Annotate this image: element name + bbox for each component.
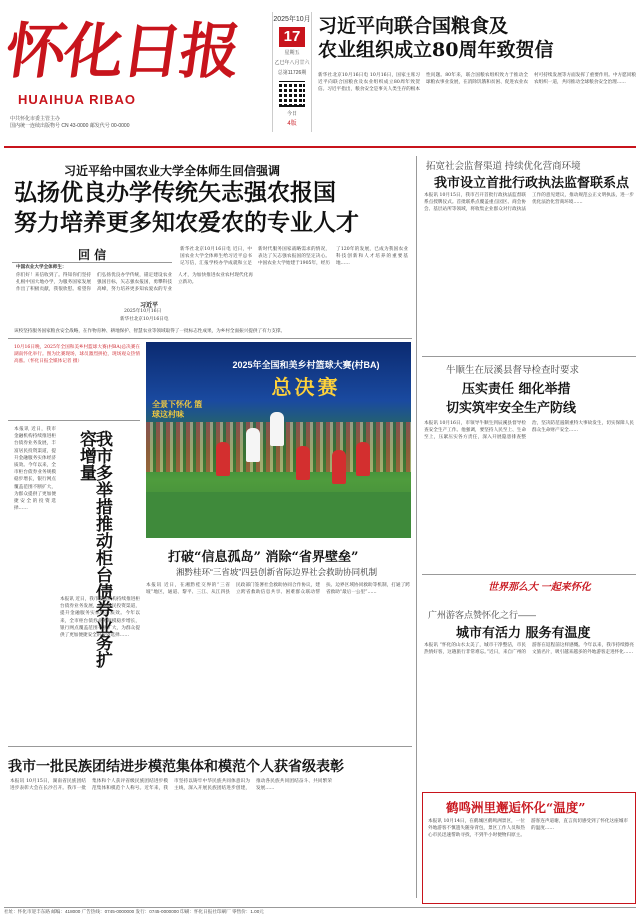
letter-text: 你们好！来信收到了。得知你们坚持扎根中国大地办学，为服务国家发展作出了积极贡献，我很欣慰。希望你们弘扬优良办学传统，锚定建设农业强国目标，矢志强农报国，勇攀科技高峰，努力培养更多知农爱农的专业人才，为加快推进农业农村现代化再立新功。 [16, 273, 253, 293]
main-body: 新华社北京10月16日电 近日，中国农业大学全体师生给习近平总书记写信，汇报学校办学成就和立足新时代服务国家战略需求的情况，表达了矢志强农报国的坚定决心。中国农业大学始建于1905年，经历了120年的发展，已成为我国农业科技创新和人才培养的重要基地…… [180, 247, 408, 267]
main-body-b: 该校坚持服务国家粮食安全战略，在作物育种、耕地保护、智慧农业等领域取得了一批标志性成果，为乡村全面振兴提供了有力支撑。 [14, 329, 286, 334]
lead-headline[interactable] [318, 14, 636, 62]
lead-body: 新华社北京10月16日电 10月16日，国家主席习近平向联合国粮食及农业组织成立80周年致贺信。习近平指出，粮食安全是事关人类生存的根本性问题。80年来，联合国粮农组织致力于推动全球粮农事业发展，在消除饥饿和贫困、促进农业农村可持续发展等方面发挥了重要作用。中方愿同粮农组织一道，共同推动全球粮食安全治理…… [318, 73, 636, 93]
photo-caption: 10月16日晚，2025年全国和美乡村篮球大赛(村BA)总决赛在湖南怀化举行。图为比赛现场，球员激烈拼抢，现场观众热情高涨。（怀化日报全媒体记者 摄） [14, 345, 140, 365]
letter-signer: 习近平 [140, 302, 159, 309]
left-column-title[interactable]: 我市多举措推动柜台债券业务扩容增量 [76, 430, 112, 668]
right-low-body: 本报讯 “怀化的山水太美了，城市干净整洁，市民热情好客，这趟旅行非常难忘。”近日，来自广州的游客在返程前这样感慨。今年以来，我市持续擦亮文旅名片，吸引越来越多的外地游客走进怀化…… [424, 643, 634, 656]
publisher-line: 中共怀化市委主管主办 [10, 116, 61, 122]
right-mid-title-line1[interactable]: 压实责任 细化举措 [462, 382, 571, 397]
left-column-body-b: 本报讯 近日，我市金融机构持续推进柜台债券业务发展，丰富居民投资渠道，提升金融服务实体经济质效。今年以来，全市柜台债券业务规模稳步增长，银行网点覆盖范围不断扩大，为群众提供了更加便捷安全的投资选择…… [60, 597, 140, 639]
right-top-title[interactable]: 我市设立首批行政执法监督联系点 [434, 176, 630, 191]
publisher-info [10, 116, 272, 130]
letter-source: 新华社北京10月16日电 [120, 317, 169, 322]
aid-kicker[interactable]: 打破“信息孤岛” 消除“省界壁垒” [168, 550, 359, 565]
footer-info: 社址：怀化市迎丰东路 邮编：418000 广告热线：0745-0000000 发行：0745-0000000 印刷：怀化日报社印刷厂 零售价：1.00元 [4, 909, 264, 914]
tourism-slogan: 世界那么大 一起来怀化 [488, 582, 591, 593]
today-label: 今日 [286, 111, 297, 117]
issue-number: 总第11726期 [277, 70, 307, 76]
player-red [296, 446, 310, 480]
weekday: 星期五 [284, 50, 300, 56]
newspaper-pinyin: HUAIHUA RIBAO [18, 92, 136, 107]
basketball-photo[interactable] [146, 342, 411, 538]
aid-subtitle: 湘黔桂环“三省坡”四县创新省际边界社会救助协同机制 [176, 567, 378, 577]
letter-heading: 回 信 [78, 248, 107, 262]
lead-title-line1: 习近平向联合国粮食及 [318, 15, 509, 37]
player-red [356, 442, 370, 476]
date-box [272, 12, 312, 132]
banner-top: 2025年全国和美乡村篮球大赛(村BA) [232, 360, 380, 370]
player-white [246, 428, 260, 462]
photo-banner [206, 358, 406, 408]
letter-date: 2025年10月16日 [124, 309, 162, 314]
bottom-title[interactable]: 我市一批民族团结进步模范集体和模范个人获省级表彰 [8, 759, 344, 775]
banner-main: 总决赛 [271, 377, 341, 399]
aid-body: 本报讯 近日，在湘黔桂交界的“三省坡”地区，通道、黎平、三江、从江四县民政部门签署社会救助协同合作协议，建立跨省救助信息共享、困难群众联动帮扶、边界区域协同救助等机制，打通了跨省救助“最后一公里”…… [146, 583, 410, 596]
right-low-title[interactable]: 城市有活力 服务有温度 [456, 626, 591, 641]
lead-title-line2: 农业组织成立80周年致贺信 [318, 39, 554, 61]
right-low-kicker: 广州游客点赞怀化之行—— [428, 610, 537, 620]
player-red [216, 442, 230, 476]
date-line: 2025年10月 [273, 16, 311, 23]
photo-side-banner: 全景下怀化 篮球这村味 [152, 400, 203, 419]
right-mid-body: 本报讯 10月16日，市领导牛顺生到辰溪县督导检查安全生产工作。他强调，要坚持人民至上、生命至上，压紧压实各方责任，深入开展隐患排查整治，坚决防范遏制重特大事故发生，切实保障人民群众生命财产安全…… [424, 421, 634, 441]
right-mid-kicker: 牛顺生在辰溪县督导检查时要求 [446, 365, 580, 376]
main-title-line2[interactable]: 努力培养更多知农爱农的专业人才 [14, 209, 359, 236]
right-top-body: 本报讯 10月15日，我市召开首批行政执法监督联系点授牌仪式。首批联系点覆盖重点园区、商会协会、基层站所等领域，将收集企业群众对行政执法工作的意见建议，推动规范公正文明执法，进一步优化法治化营商环境…… [424, 193, 634, 213]
player-red [332, 450, 346, 484]
main-kicker: 习近平给中国农业大学全体师生回信强调 [64, 164, 281, 178]
registration-line: 国内统一连续出版物号 CN 43-0000 邮发代号 00-0000 [10, 123, 130, 129]
masthead-divider [4, 146, 636, 148]
letter-salutation: 中国农业大学全体师生： [16, 265, 67, 270]
bottom-body: 本报讯 10月15日，湖南省民族团结进步表彰大会在长沙召开。我市一批集体和个人获评省级民族团结进步模范集体和模范个人称号。近年来，我市坚持以铸牢中华民族共同体意识为主线，深入开展民族团结进步创建，推动各民族共同团结奋斗、共同繁荣发展…… [10, 779, 332, 792]
left-column-body-a: 本报讯 近日，我市金融机构持续推进柜台债券业务发展，丰富居民投资渠道，提升金融服务实体经济质效。今年以来，全市柜台债券业务规模稳步增长，银行网点覆盖范围不断扩大，为群众提供了更加便捷安全的投资选择…… [14, 427, 56, 512]
lunar-date: 乙巳年八月廿六 [274, 60, 310, 66]
date-day: 17 [279, 27, 305, 47]
page-count: 4版 [287, 121, 297, 127]
boxed-title[interactable]: 鹤鸣洲里邂逅怀化“温度” [446, 800, 586, 815]
newspaper-logo: 怀化日报 [1, 17, 243, 87]
right-top-kicker: 拓宽社会监督渠道 持续优化营商环境 [426, 161, 581, 172]
boxed-body: 本报讯 10月14日，在鹤城区鹤鸣洲景区，一位外地游客不慎遗失随身背包，景区工作人员和热心市民迅速帮助寻找，不到半小时便物归原主。游客连声道谢，直言真切感受到了怀化这座城市的温度…… [428, 819, 628, 839]
main-title-line1[interactable]: 弘扬优良办学传统矢志强农报国 [14, 179, 336, 206]
right-mid-title-line2[interactable]: 切实筑牢安全生产防线 [446, 401, 577, 416]
player-white [270, 412, 284, 446]
